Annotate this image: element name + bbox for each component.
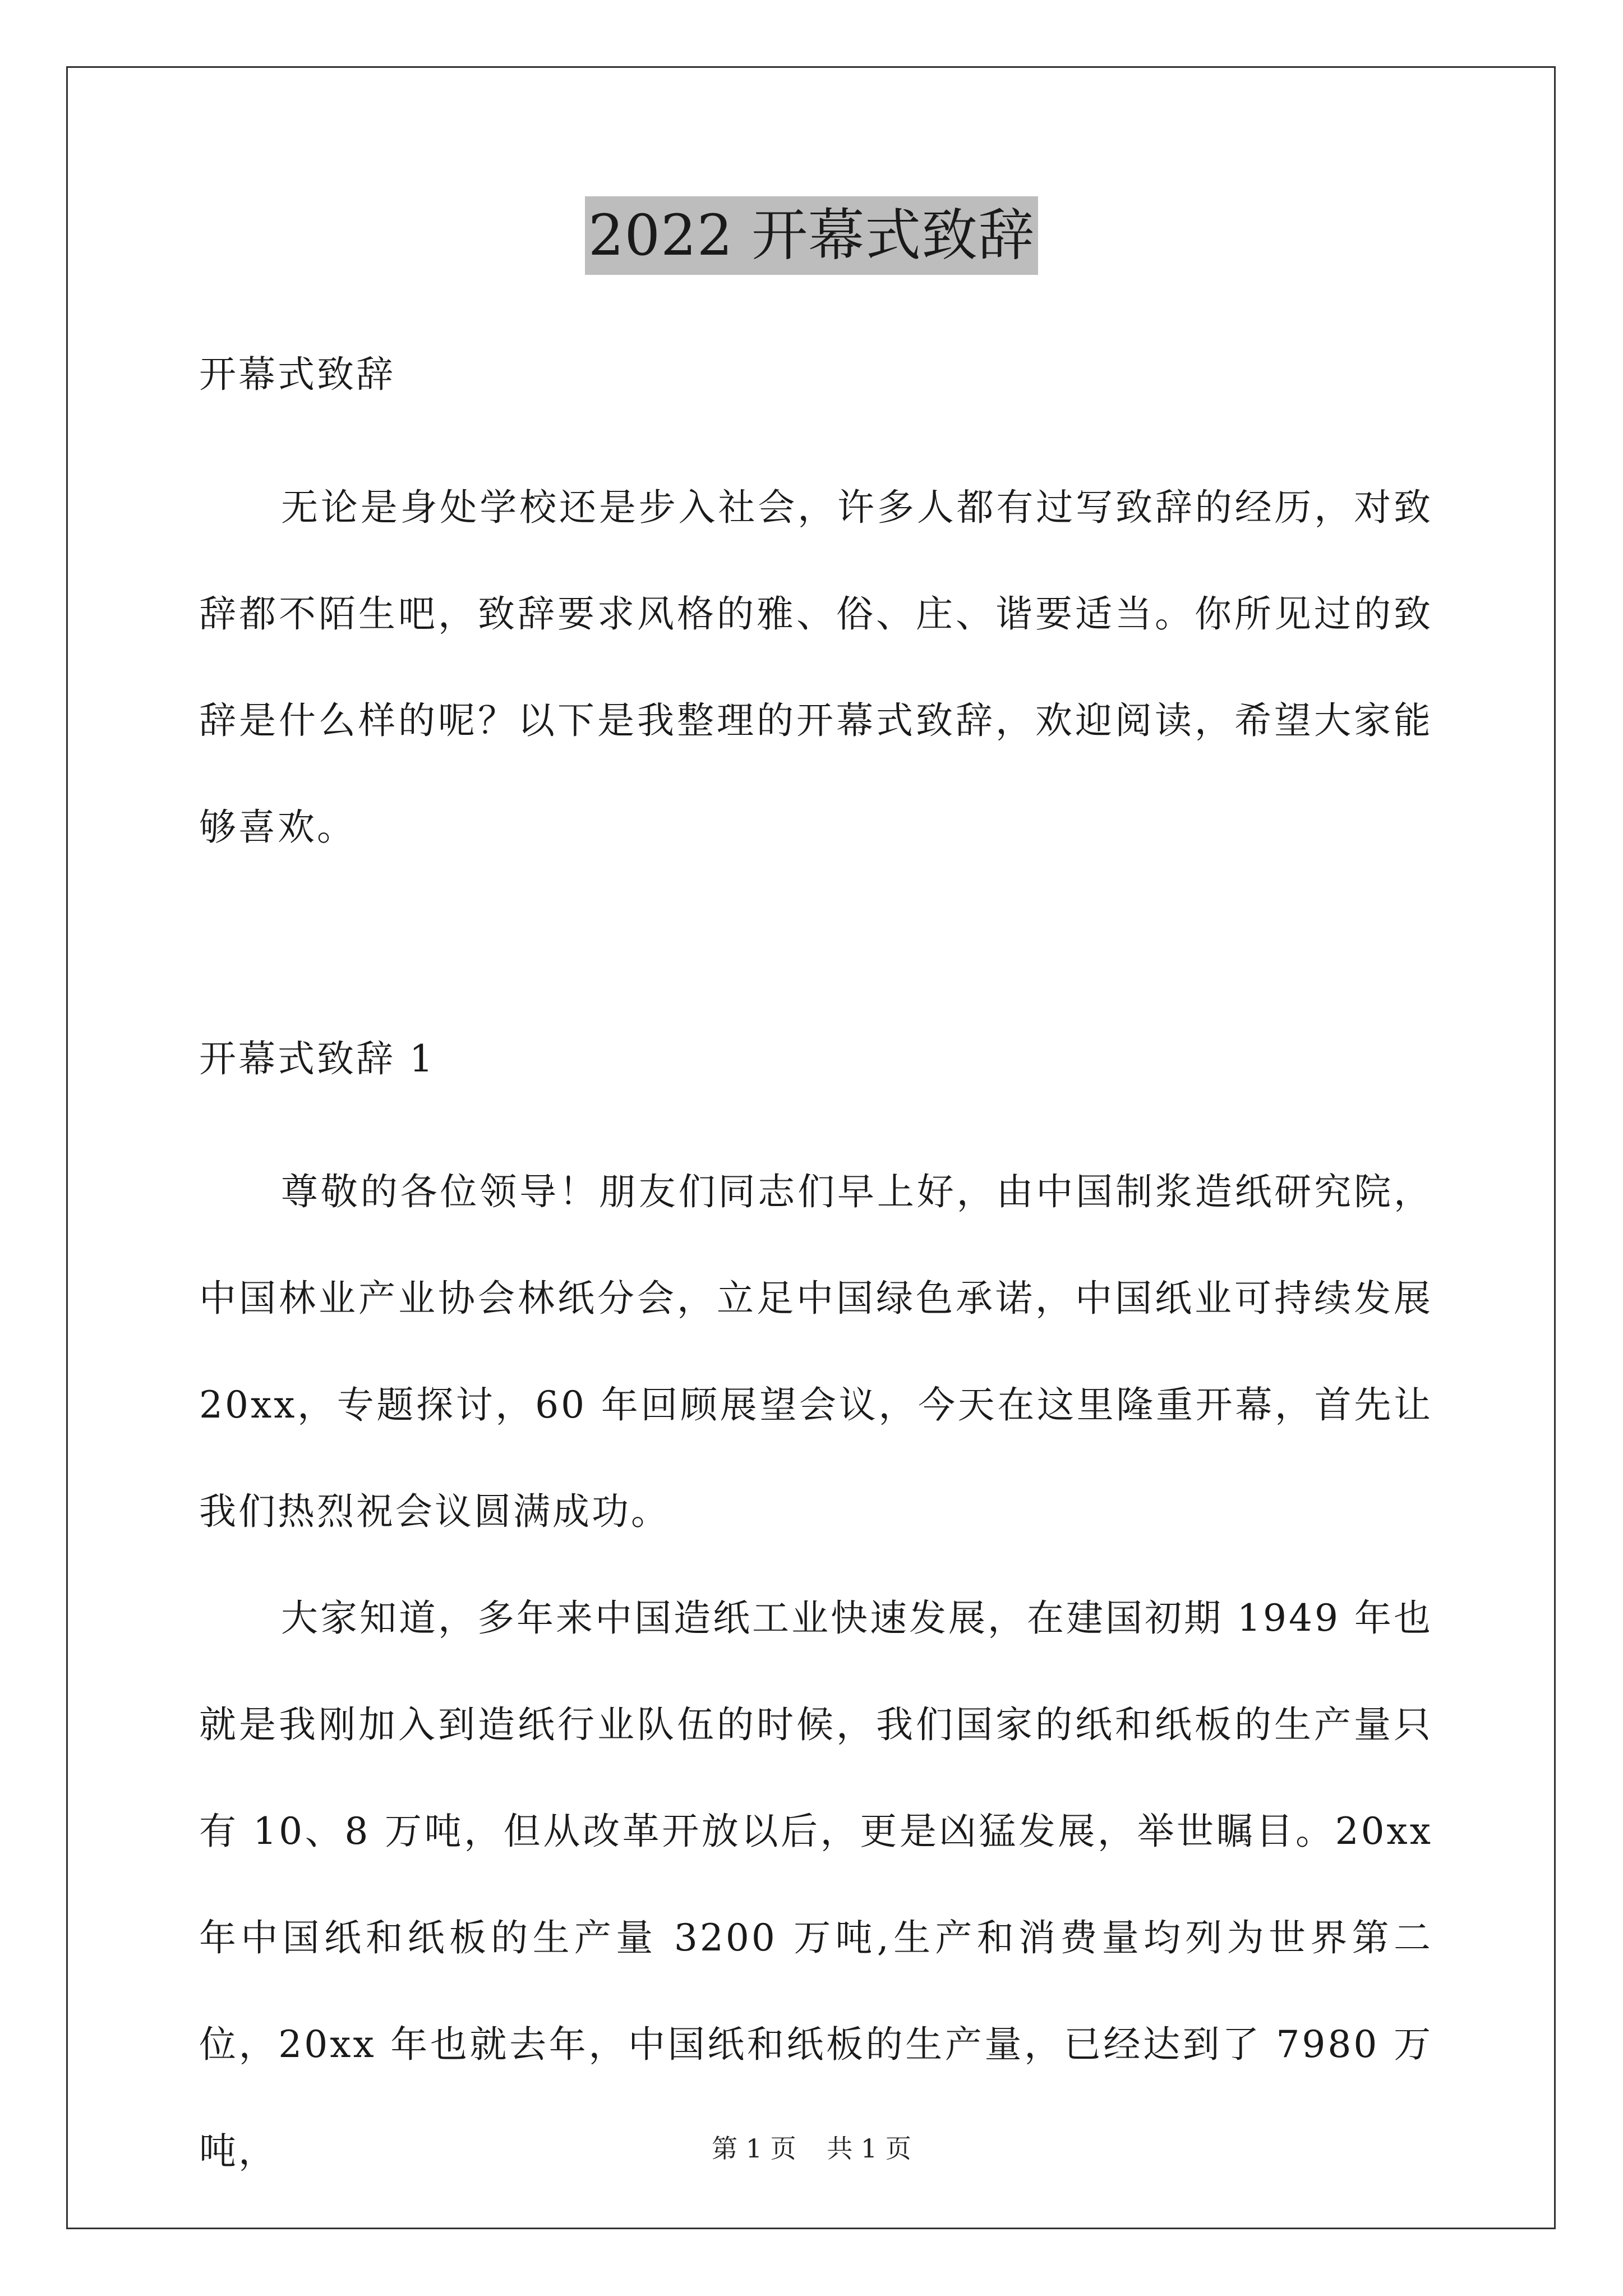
page-footer [0,2132,1623,2165]
page-total: 共 1 页 [827,2133,911,2164]
paragraph: 大家知道，多年来中国造纸工业快速发展，在建国初期 1949 年也就是我刚加入到造纸行业队伍的时候，我们国家的纸和纸板的生产量只有 10、8 万吨，但从改革开放以后，更是凶猛发展，举世瞩目。20xx 年中国纸和纸板的生产量 3200 万吨,生产和消费量均列为世界第二位，20xx 年也就去年，中国纸和纸板的生产量，已经达到了 7980 万吨， [199,1596,1433,2173]
section-heading: 开幕式致辞 [199,353,395,396]
section-heading: 开幕式致辞 1 [199,1037,435,1080]
document-title: 2022 开幕式致辞 [585,196,1038,275]
paragraph: 尊敬的各位领导！朋友们同志们早上好，由中国制浆造纸研究院，中国林业产业协会林纸分会，立足中国绿色承诺，中国纸业可持续发展 20xx，专题探讨，60 年回顾展望会议，今天在这里隆重开幕，首先让我们热烈祝会议圆满成功。 [199,1170,1433,1533]
title-container [0,196,1623,275]
document-body [199,348,1433,2205]
page-number: 第 1 页 [712,2133,796,2164]
paragraph: 无论是身处学校还是步入社会，许多人都有过写致辞的经历，对致辞都不陌生吧，致辞要求风格的雅、俗、庄、谐要适当。你所见过的致辞是什么样的呢？以下是我整理的开幕式致辞，欢迎阅读，希望大家能够喜欢。 [199,486,1433,849]
